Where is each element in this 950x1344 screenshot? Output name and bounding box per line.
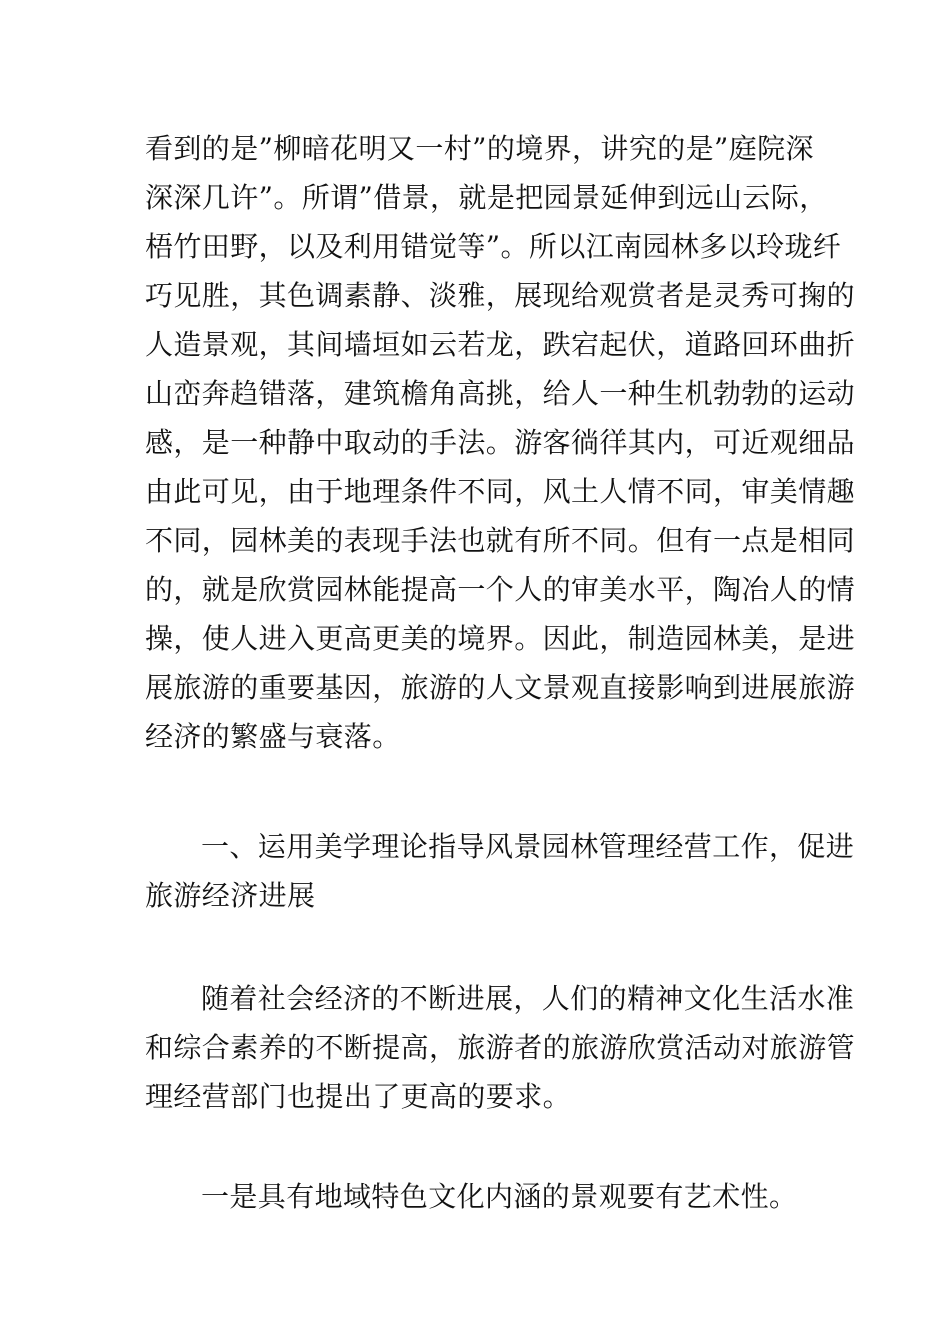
text-line: 由此可见，由于地理条件不同，风土人情不同，审美情趣 bbox=[145, 475, 856, 508]
text-line: 的，就是欣赏园林能提高一个人的审美水平，陶冶人的情 bbox=[145, 573, 856, 606]
text-line: 理经营部门也提出了更高的要求。 bbox=[145, 1080, 572, 1113]
text-line: 不同，园林美的表现手法也就有所不同。但有一点是相同 bbox=[145, 524, 856, 557]
text-line: 深深几许”。所谓”借景，就是把园景延伸到远山云际， bbox=[145, 181, 828, 214]
text-line: 和综合素养的不断提高，旅游者的旅游欣赏活动对旅游管 bbox=[145, 1031, 856, 1064]
text-line: 梧竹田野，以及利用错觉等”。所以江南园林多以玲珑纤 bbox=[145, 230, 842, 263]
heading-line: 旅游经济进展 bbox=[145, 879, 316, 912]
text-line: 人造景观，其间墙垣如云若龙，跌宕起伏，道路回环曲折 bbox=[145, 328, 856, 361]
paragraph-garden-aesthetics bbox=[145, 124, 856, 761]
text-line: 随着社会经济的不断进展，人们的精神文化生活水准 bbox=[201, 982, 855, 1015]
paragraph-point-one bbox=[145, 1172, 810, 1221]
text-line: 巧见胜，其色调素静、淡雅，展现给观赏者是灵秀可掬的 bbox=[145, 279, 856, 312]
heading-line: 一、运用美学理论指导风景园林管理经营工作，促进 bbox=[201, 830, 855, 863]
text-line: 操，使人进入更高更美的境界。因此，制造园林美，是进 bbox=[145, 622, 856, 655]
text-line: 看到的是”柳暗花明又一村”的境界，讲究的是”庭院深 bbox=[145, 132, 814, 165]
text-line: 展旅游的重要基因，旅游的人文景观直接影响到进展旅游 bbox=[145, 671, 856, 704]
section-heading bbox=[145, 822, 855, 920]
text-line: 山峦奔趋错落，建筑檐角高挑，给人一种生机勃勃的运动 bbox=[145, 377, 856, 410]
paragraph-rising-demand bbox=[145, 974, 856, 1121]
text-line: 经济的繁盛与衰落。 bbox=[145, 720, 401, 753]
text-line: 一是具有地域特色文化内涵的景观要有艺术性。 bbox=[201, 1180, 798, 1213]
text-line: 感，是一种静中取动的手法。游客徜徉其内，可近观细品 bbox=[145, 426, 856, 459]
